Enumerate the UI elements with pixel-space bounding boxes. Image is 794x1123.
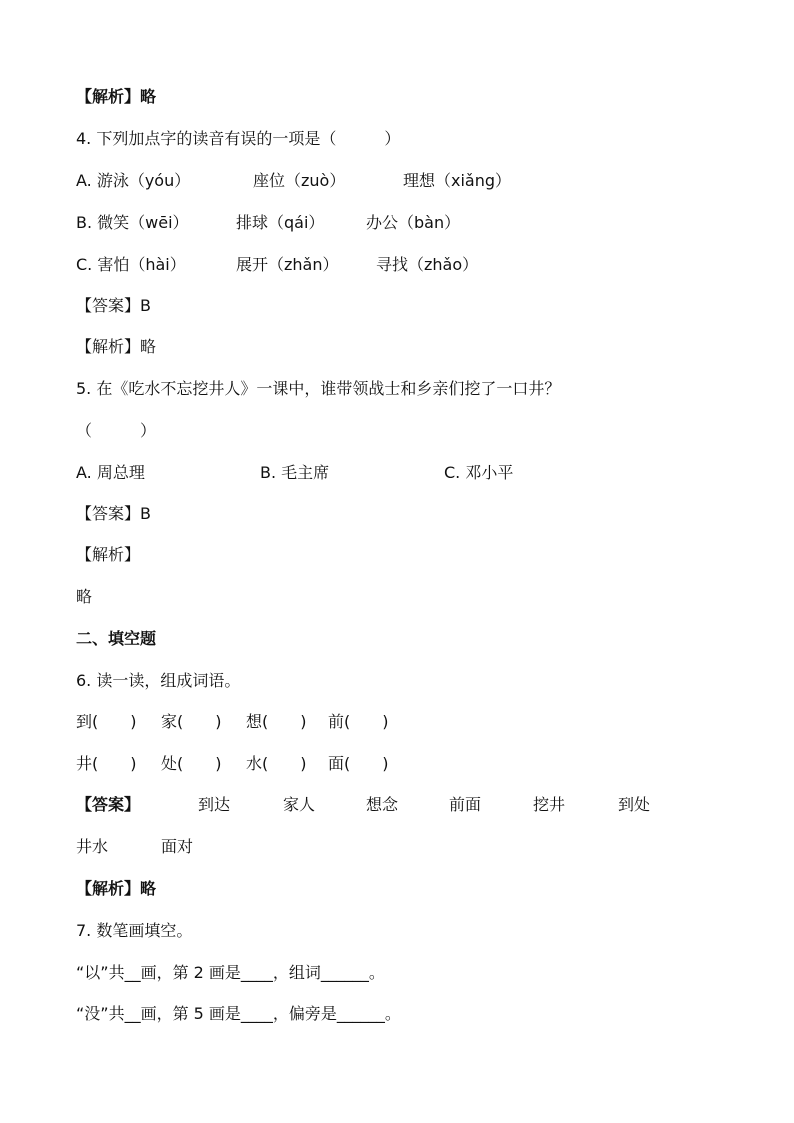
analysis-5: 【解析】 (76, 545, 141, 564)
option-4c-2: 展开（zhǎn） (236, 255, 339, 274)
blank-6-1: 到( ) (76, 712, 137, 731)
blank-6-4: 前( ) (328, 712, 389, 731)
question-7-line-1: “以”共__画，第 2 画是____，组词______。 (76, 963, 385, 982)
answer-6-word: 家人 (283, 795, 316, 814)
answer-6-label: 【答案】 (76, 795, 141, 814)
answer-6-word: 面对 (161, 837, 194, 856)
blank-6-2: 家( ) (161, 712, 222, 731)
option-4b-3: 办公（bàn） (366, 213, 461, 232)
answer-6-word: 井水 (76, 837, 109, 856)
option-5b: B. 毛主席 (260, 463, 330, 482)
option-4c-1: C. 害怕（hài） (76, 255, 186, 274)
answer-5: 【答案】B (76, 504, 151, 523)
blank-6-8: 面( ) (328, 754, 389, 773)
option-4b-2: 排球（qái） (236, 213, 325, 232)
option-4a-1: A. 游泳（yóu） (76, 171, 191, 190)
option-4a-2: 座位（zuò） (253, 171, 346, 190)
answer-6-word: 想念 (366, 795, 399, 814)
option-4b-1: B. 微笑（wēi） (76, 213, 189, 232)
question-7-line-2: “没”共__画，第 5 画是____，偏旁是______。 (76, 1004, 401, 1023)
option-5a: A. 周总理 (76, 463, 145, 482)
question-5-paren: （ ） (76, 421, 157, 440)
question-4: 4. 下列加点字的读音有误的一项是（ ） (76, 129, 401, 148)
option-4c-3: 寻找（zhǎo） (376, 255, 479, 274)
answer-6-word: 挖井 (533, 795, 566, 814)
analysis-6: 【解析】略 (76, 879, 157, 898)
answer-6-word: 到处 (618, 795, 651, 814)
option-4a-3: 理想（xiǎng） (403, 171, 512, 190)
blank-6-6: 处( ) (161, 754, 222, 773)
section-heading: 二、填空题 (76, 629, 157, 648)
blank-6-3: 想( ) (246, 712, 307, 731)
answer-4: 【答案】B (76, 296, 151, 315)
question-5: 5. 在《吃水不忘挖井人》一课中，谁带领战士和乡亲们挖了一口井？ (76, 379, 561, 398)
blank-6-5: 井( ) (76, 754, 137, 773)
blank-6-7: 水( ) (246, 754, 307, 773)
answer-6-word: 前面 (449, 795, 482, 814)
option-5c: C. 邓小平 (444, 463, 514, 482)
answer-6-word: 到达 (198, 795, 231, 814)
question-6: 6. 读一读，组成词语。 (76, 671, 241, 690)
analysis-5-body: 略 (76, 587, 93, 606)
analysis-line: 【解析】略 (76, 87, 157, 106)
question-7: 7. 数笔画填空。 (76, 921, 193, 940)
analysis-4: 【解析】略 (76, 337, 157, 356)
